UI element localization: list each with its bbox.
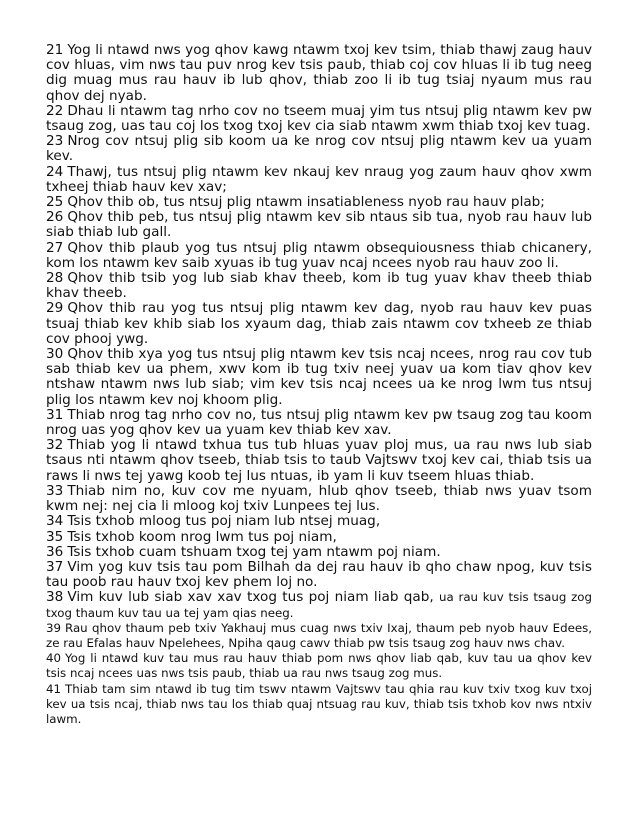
verse-text: Qhov thib peb, tus ntsuj plig ntawm kev sib ntaus sib tua, nyob rau hauv lub siab thiab lub gall. — [46, 209, 592, 241]
verse-number: 41 — [46, 681, 62, 696]
verse-text: Qhov thib rau yog tus ntsuj plig ntawm kev dag, nyob rau hauv kev puas tsuaj thiab kev khib siab los xyaum dag, thiab zais ntawm cov txheeb ze thiab cov phooj ywg. — [46, 300, 592, 347]
verse-number: 39 — [46, 620, 62, 635]
verse-28 — [46, 271, 592, 301]
verse-32 — [46, 438, 592, 484]
verse-22 — [46, 104, 592, 134]
verse-35 — [46, 530, 592, 545]
verse-24 — [46, 165, 592, 195]
verse-text: Qhov thib tsib yog lub siab khav theeb, kom ib tug yuav khav theeb thiab khav theeb. — [46, 270, 592, 302]
verse-40 — [46, 651, 592, 681]
verse-number: 30 — [46, 346, 64, 363]
verse-text: Yog li ntawd nws yog qhov kawg ntawm txoj kev tsim, thiab thawj zaug hauv cov hluas, vim nws tau puv nrog kev tsis paub, thiab coj cov hluas li ib tug neeg dig muag mus rau hauv ib lub qhov, thiab zoo li ib tug tsiaj nyaum mus rau qhov dej nyab. — [46, 42, 592, 104]
verse-number: 36 — [46, 543, 64, 560]
verse-text: Qhov thib plaub yog tus ntsuj plig ntawm obsequiousness thiab chicanery, kom los ntawm kev saib xyuas ib tug yuav ncaj ncees nyob rau hauv zoo li. — [46, 239, 592, 271]
verse-text: Thiab nrog tag nrho cov no, tus ntsuj plig ntawm kev pw tsaug zog tau koom nrog uas yog qhov kev ua yuam kev thiab kev xav. — [46, 406, 592, 439]
verse-number: 21 — [46, 42, 64, 58]
verse-text: Qhov thib ob, tus ntsuj plig ntawm insatiableness nyob rau hauv plab; — [67, 194, 545, 211]
verse-number: 33 — [46, 482, 64, 499]
verse-text: Thiab nim no, kuv cov me nyuam, hlub qhov tseeb, thiab nws yuav tsom kwm nej: nej cia li mloog koj txiv Lunpees tej lus. — [46, 482, 592, 515]
verse-text: Tsis txhob cuam tshuam txog tej yam ntawm poj niam. — [67, 543, 441, 560]
verse-number: 25 — [46, 194, 64, 211]
verse-number: 22 — [46, 102, 64, 119]
verse-39 — [46, 621, 592, 651]
verse-number: 23 — [46, 133, 64, 150]
verse-25 — [46, 195, 592, 210]
verse-text: Rau qhov thaum peb txiv Yakhauj mus cuag nws txiv Ixaj, thaum peb nyob hauv Edees, ze rau Efalas hauv Npelehees, Npiha qaug cawv thiab pw tsis tsaug zog hauv nws chav. — [46, 620, 592, 650]
verse-text: Thiab yog li ntawd txhua tus tub hluas yuav ploj mus, ua rau nws lub siab tsaus nti ntawm qhov tseeb, thiab tsis to taub Vajtswv txoj kev cai, thiab tsis ua raws li nws tej yawg koob tej lus ntuas, ib yam li kuv tseem hluas thiab. — [46, 437, 592, 484]
verse-text-small: ua rau kuv tsis tsaug zog txog thaum kuv tau ua tej yam qias neeg. — [46, 590, 593, 620]
verse-number: 29 — [46, 300, 64, 317]
verse-number: 38 — [46, 589, 64, 606]
verse-number: 37 — [46, 558, 64, 575]
verse-38 — [46, 590, 592, 620]
verse-number: 24 — [46, 163, 64, 180]
verse-31 — [46, 408, 592, 438]
verse-text: Vim kuv lub siab xav xav txog tus poj niam liab qab, — [67, 589, 434, 606]
verse-29 — [46, 301, 592, 347]
verse-text: Thiab tam sim ntawd ib tug tim tswv ntawm Vajtswv tau qhia rau kuv txiv txog kuv txoj kev ua tsis ncaj, thiab nws tau los thiab quaj ntsuag rau kuv, thiab tsis txhob kov nws ntxiv lawm. — [46, 681, 592, 726]
verse-number: 34 — [46, 513, 64, 530]
verse-text: Tsis txhob koom nrog lwm tus poj niam, — [67, 528, 337, 545]
verse-26 — [46, 210, 592, 240]
verse-text: Nrog cov ntsuj plig sib koom ua ke nrog cov ntsuj plig ntawm kev ua yuam kev. — [46, 133, 592, 165]
verse-number: 28 — [46, 270, 64, 287]
verse-30 — [46, 347, 592, 408]
verse-number: 27 — [46, 239, 64, 256]
verse-37 — [46, 560, 592, 590]
document-page — [46, 43, 592, 727]
verse-33 — [46, 484, 592, 514]
verse-23 — [46, 134, 592, 164]
verse-41 — [46, 682, 592, 728]
verse-text: Thawj, tus ntsuj plig ntawm kev nkauj kev nraug yog zaum hauv qhov xwm txheej thiab hauv kev xav; — [46, 163, 592, 195]
verse-text: Yog li ntawd kuv tau mus rau hauv thiab pom nws qhov liab qab, kuv tau ua qhov kev tsis ncaj ncees uas nws tsis paub, thiab ua rau nws tsaug zog mus. — [46, 651, 592, 681]
verse-36 — [46, 545, 592, 560]
verse-text: Dhau li ntawm tag nrho cov no tseem muaj yim tus ntsuj plig ntawm kev pw tsaug zog, uas tau coj los txog txoj kev cia siab ntawm xwm thiab txoj kev tuag. — [46, 102, 592, 135]
verse-number: 26 — [46, 209, 64, 226]
verse-27 — [46, 241, 592, 271]
verse-number: 31 — [46, 406, 64, 423]
verse-text: Tsis txhob mloog tus poj niam lub ntsej muag, — [67, 513, 381, 530]
verse-number: 40 — [46, 651, 62, 666]
verse-text: Vim yog kuv tsis tau pom Bilhah da dej rau hauv ib qho chaw npog, kuv tsis tau poob rau hauv txoj kev phem loj no. — [46, 558, 592, 591]
verse-number: 32 — [46, 437, 64, 454]
verse-21 — [46, 43, 592, 104]
verse-text: Qhov thib xya yog tus ntsuj plig ntawm kev tsis ncaj ncees, nrog rau cov tub sab thiab kev ua phem, xwv kom ib tug txiv neej yuav ua kom tiav qhov kev ntshaw ntawm nws lub siab; vim kev tsis ncaj ncees ua ke nrog lwm tus ntsuj plig los ntawm kev noj khoom plig. — [46, 346, 592, 408]
verse-number: 35 — [46, 528, 64, 545]
verse-34 — [46, 514, 592, 529]
